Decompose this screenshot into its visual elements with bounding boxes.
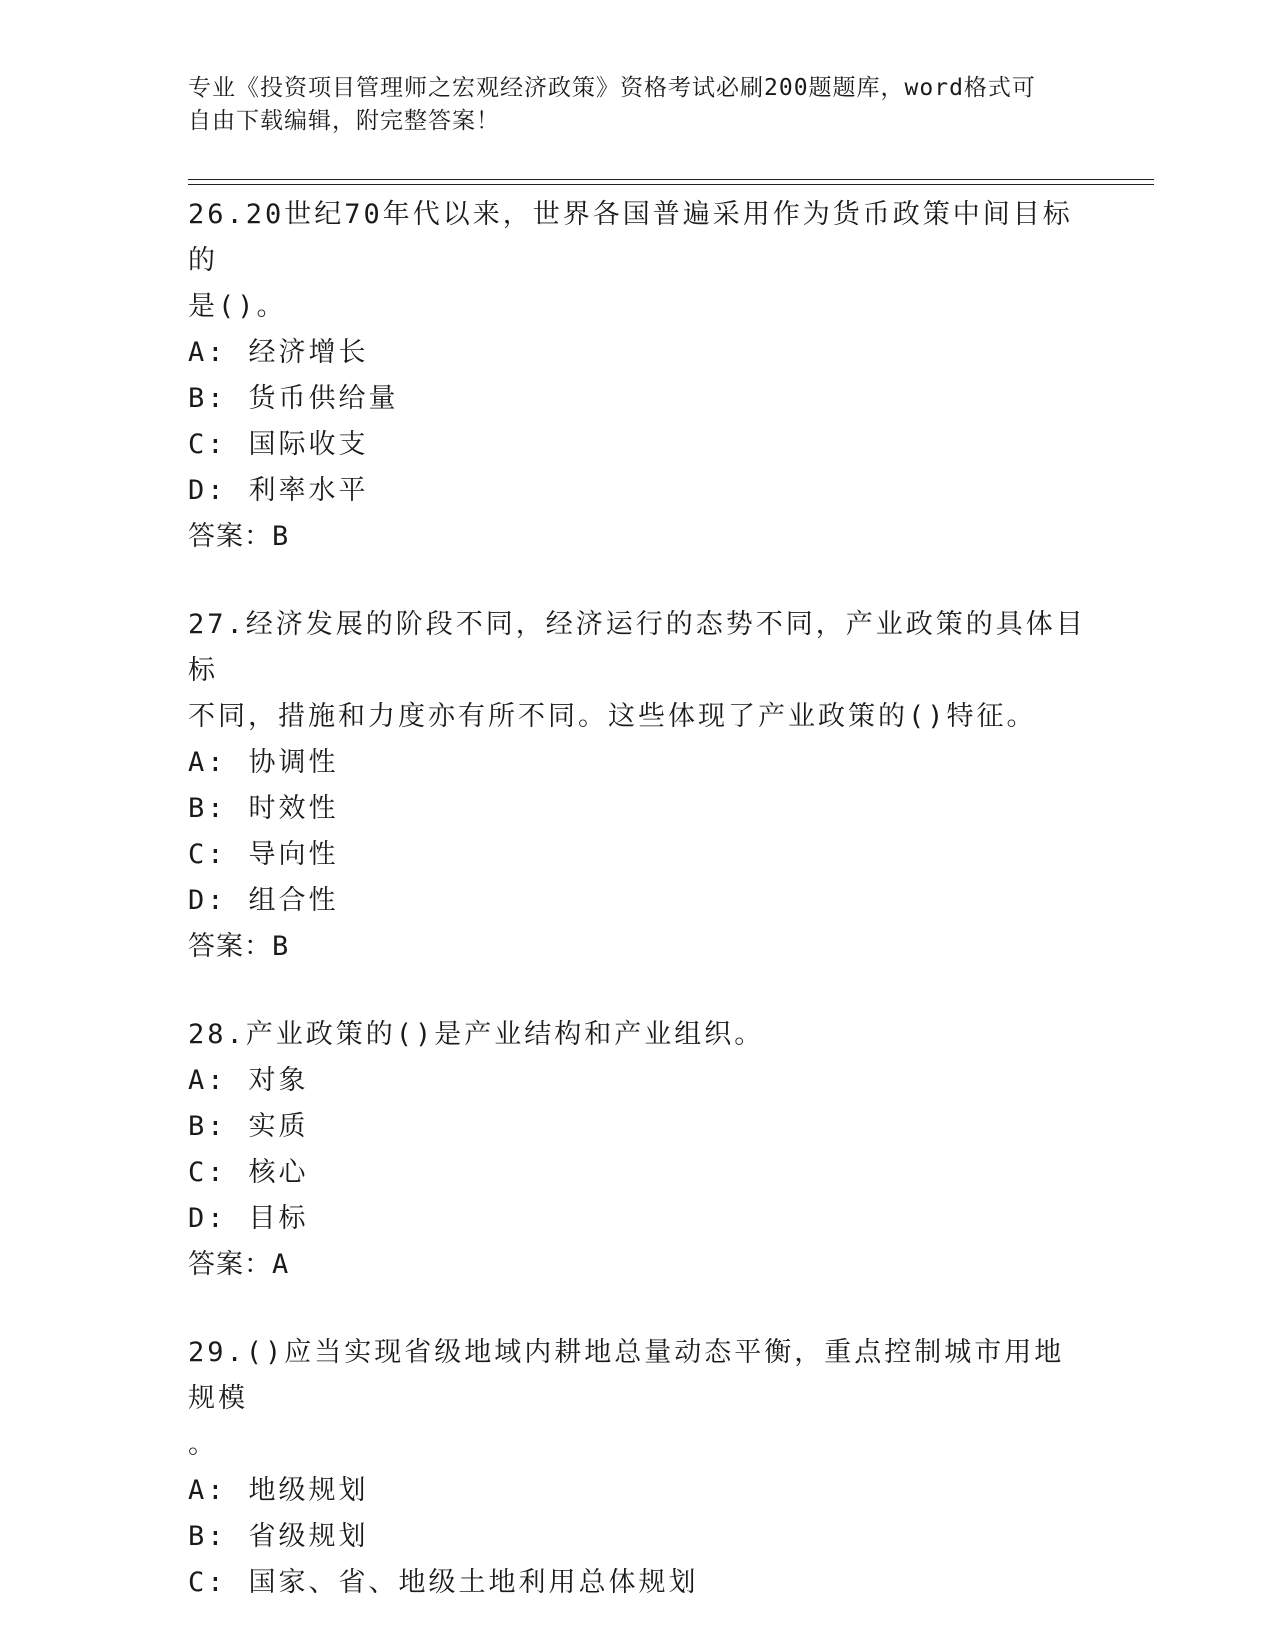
question-29	[188, 1330, 1088, 1606]
question-stem-line: 27.经济发展的阶段不同，经济运行的态势不同，产业政策的具体目标	[188, 609, 1086, 686]
option-a: A: 协调性	[188, 747, 339, 778]
option-d: D: 利率水平	[188, 475, 369, 506]
answer: 答案：B	[188, 521, 290, 552]
option-a: A: 经济增长	[188, 337, 369, 368]
header-divider-top	[188, 179, 1154, 180]
question-stem-line: 是()。	[188, 291, 287, 322]
option-b: B: 省级规划	[188, 1521, 369, 1552]
option-c: C: 导向性	[188, 839, 339, 870]
header-line-2: 自由下载编辑，附完整答案！	[188, 108, 500, 134]
question-26	[188, 192, 1088, 560]
question-28	[188, 1012, 1088, 1288]
option-a: A: 地级规划	[188, 1475, 369, 1506]
option-b: B: 货币供给量	[188, 383, 399, 414]
header-line-1: 专业《投资项目管理师之宏观经济政策》资格考试必刷200题题库，word格式可	[188, 75, 1036, 101]
option-d: D: 目标	[188, 1203, 309, 1234]
question-27	[188, 602, 1088, 970]
question-stem-line: 。	[188, 1429, 218, 1460]
question-stem-line: 29.()应当实现省级地域内耕地总量动态平衡，重点控制城市用地规模	[188, 1337, 1065, 1414]
header-divider-bottom	[188, 184, 1154, 185]
option-b: B: 时效性	[188, 793, 339, 824]
option-d: D: 组合性	[188, 885, 339, 916]
option-c: C: 国家、省、地级土地利用总体规划	[188, 1567, 699, 1598]
option-c: C: 核心	[188, 1157, 309, 1188]
document-header	[188, 72, 1068, 138]
question-stem-line: 26.20世纪70年代以来，世界各国普遍采用作为货币政策中间目标的	[188, 199, 1073, 276]
option-c: C: 国际收支	[188, 429, 369, 460]
answer: 答案：A	[188, 1249, 290, 1280]
option-b: B: 实质	[188, 1111, 309, 1142]
question-stem-line: 不同，措施和力度亦有所不同。这些体现了产业政策的()特征。	[188, 701, 1037, 732]
question-list	[188, 192, 1088, 1648]
question-stem-line: 28.产业政策的()是产业结构和产业组织。	[188, 1019, 765, 1050]
option-a: A: 对象	[188, 1065, 309, 1096]
answer: 答案：B	[188, 931, 290, 962]
